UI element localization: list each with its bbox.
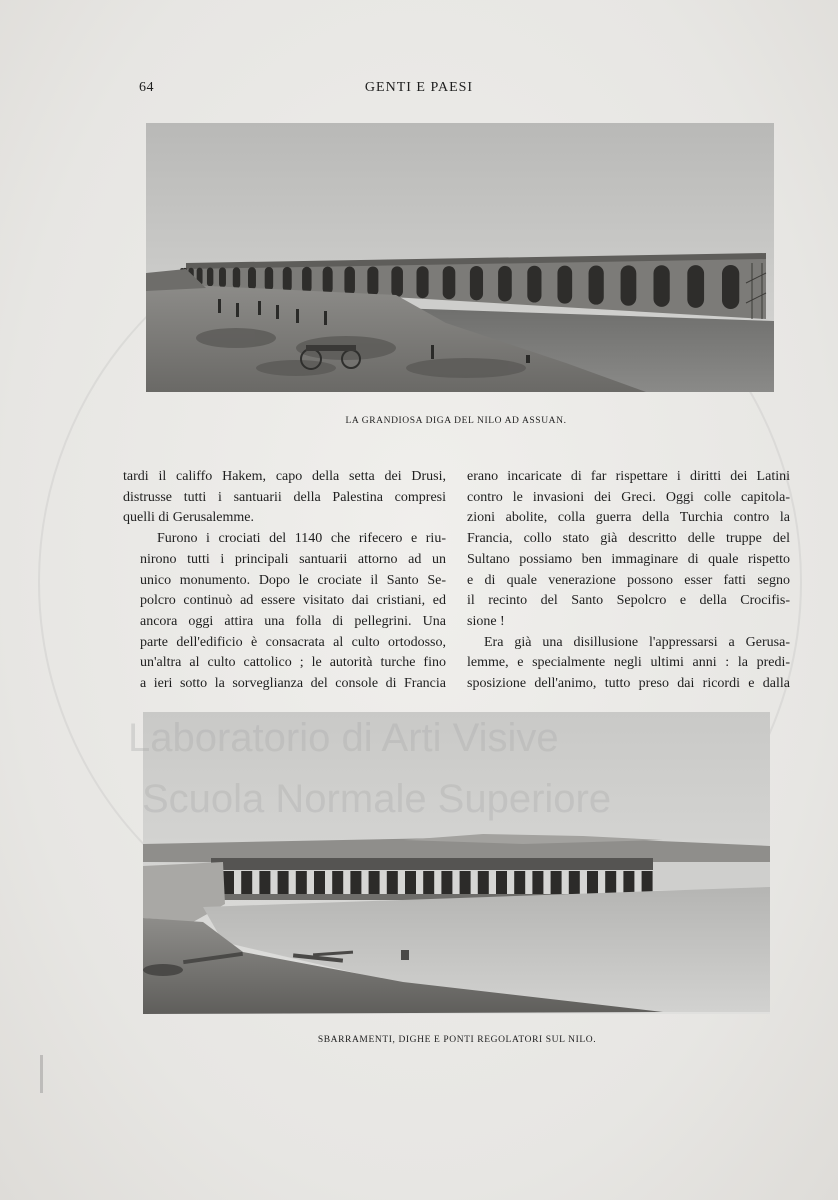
text-line: unico monumento. Dopo le crociate il Santo Se- [140,572,446,588]
running-title: GENTI E PAESI [364,80,474,95]
text-line: Furono i crociati del 1140 che rifecero e riu- [157,531,446,547]
text-line: Sultano possiamo ben immaginare di quale rispetto [467,551,790,567]
text-line: tardi il califfo Hakem, capo della setta dei Drusi, [123,469,446,484]
text-line: erano incaricate di far rispettare i diritti dei Latini [467,469,790,484]
text-line: quelli di Gerusalemme. [123,510,255,526]
text-line: e di quale venerazione possono esser fatti segno [467,572,790,588]
text-line: nirono tutti i principali santuarii attorno ad un [140,551,446,567]
text-line: polcro continuò ad essere visitato dai cristiani, ed [140,593,446,609]
page-number: 64 [139,80,154,95]
text-column-right [467,467,790,695]
text-line: a ieri sotto la sorveglianza del console di Francia [140,676,446,692]
text-line: Era già una disillusione l'appressarsi a Gerusa- [484,634,790,650]
paragraph [467,633,790,695]
figure-caption: SBARRAMENTI, DIGHE E PONTI REGOLATORI SUL NILO. [317,1035,597,1045]
watermark-text: Scuola Normale Superiore [142,777,612,821]
text-line: un'altra al culto cattolico ; le autorità turche fino [140,655,446,671]
text-line: ancora oggi attira una folla di pellegrini. Una [140,613,446,629]
text-line: il recinto del Santo Sepolcro e della Crocifis- [467,593,790,609]
paragraph [123,467,446,529]
watermark-text: Laboratorio di Arti Visive [128,716,559,760]
paragraph [467,467,790,633]
text-line: contro le invasioni dei Greci. Oggi colle capitola- [467,489,790,505]
text-line: sione ! [467,613,505,629]
photo-aswan-dam [146,123,774,392]
text-line: distrusse tutti i santuarii della Palestina compresi [123,489,446,505]
text-line: lemme, e specialmente negli ultimi anni : la predi- [467,655,790,671]
figure-caption: LA GRANDIOSA DIGA DEL NILO AD ASSUAN. [345,416,567,426]
text-line: parte dell'edificio è consacrata al culto ortodosso, [140,634,446,650]
text-line: zioni abolite, colla guerra della Turchia contro la [467,510,790,526]
text-line: sposizione dell'animo, tutto preso dai ricordi e dalla [467,676,790,692]
text-column-left [123,467,446,695]
margin-mark [40,1055,43,1093]
paragraph [123,529,446,695]
text-line: Francia, collo stato già descritto delle truppe del [467,531,790,547]
